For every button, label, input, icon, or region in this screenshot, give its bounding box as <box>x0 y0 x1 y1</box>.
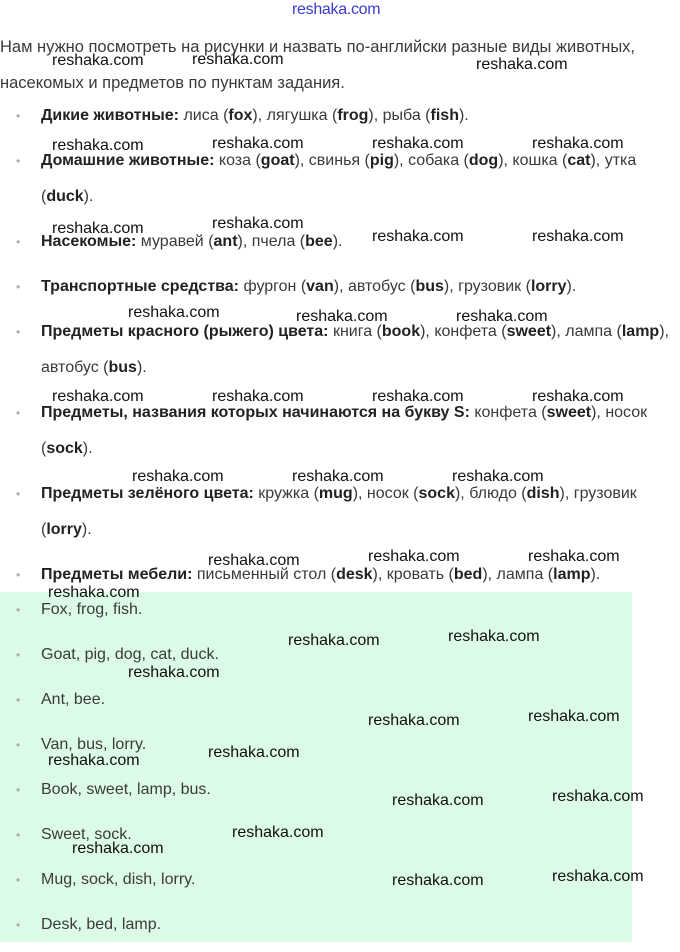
bold-term: bed <box>453 566 483 583</box>
bold-term: Предметы, названия которых начинаются на букву S: <box>41 404 470 421</box>
answer-text: Goat, pig, dog, cat, duck. <box>41 646 219 663</box>
bold-term: pig <box>369 152 394 169</box>
bullet-icon: • <box>16 873 21 887</box>
bullet-icon: • <box>16 828 21 842</box>
watermark-text: reshaka.com <box>52 388 144 405</box>
bold-term: desk <box>336 566 373 583</box>
text-segment: муравей ( <box>136 233 214 250</box>
watermark-text: reshaka.com <box>296 308 388 325</box>
bold-term: ant <box>213 233 238 250</box>
watermark-text: reshaka.com <box>476 56 568 73</box>
bold-term: Насекомые: <box>41 233 137 250</box>
bold-term: sock <box>418 485 455 502</box>
watermark-text: reshaka.com <box>392 872 484 889</box>
watermark-text: reshaka.com <box>128 304 220 321</box>
watermark-text: reshaka.com <box>532 135 624 152</box>
text-segment: ), грузовик ( <box>443 278 531 295</box>
answer-item <box>0 907 671 943</box>
bold-term: frog <box>337 107 369 124</box>
watermark-text: reshaka.com <box>372 135 464 152</box>
bold-term: goat <box>260 152 295 169</box>
bullet-icon: • <box>16 109 21 123</box>
bullet-icon: • <box>16 738 21 752</box>
text-segment: ), автобус ( <box>333 278 416 295</box>
watermark-text: reshaka.com <box>372 228 464 245</box>
watermark-text: reshaka.com <box>52 137 144 154</box>
answer-text: Desk, bed, lamp. <box>41 916 162 933</box>
watermark-text: reshaka.com <box>48 752 140 769</box>
bold-term: lamp <box>621 323 660 340</box>
watermark-text: reshaka.com <box>212 388 304 405</box>
watermark-text: reshaka.com <box>532 388 624 405</box>
text-segment: ), собака ( <box>393 152 469 169</box>
text-segment: ), рыба ( <box>368 107 431 124</box>
text-segment: коза ( <box>214 152 261 169</box>
bold-term: bee <box>305 233 333 250</box>
watermark-text: reshaka.com <box>212 135 304 152</box>
list-item <box>0 98 671 134</box>
bullet-icon: • <box>16 406 21 420</box>
bold-term: sweet <box>506 323 552 340</box>
bold-term: fish <box>430 107 459 124</box>
watermark-text: reshaka.com <box>528 548 620 565</box>
watermark-text: reshaka.com <box>532 228 624 245</box>
text-segment: ), конфета ( <box>420 323 507 340</box>
text-segment: ). <box>332 233 343 250</box>
bullet-icon: • <box>16 648 21 662</box>
text-segment: ). <box>136 359 147 376</box>
text-segment: ). <box>83 188 94 205</box>
list-item <box>0 269 671 305</box>
watermark-text: reshaka.com <box>128 664 220 681</box>
bullet-icon: • <box>16 603 21 617</box>
bold-term: fox <box>228 107 253 124</box>
text-segment: ), автобус ( <box>41 323 669 376</box>
bold-term: cat <box>567 152 591 169</box>
text-segment: ), носок ( <box>41 404 648 457</box>
bullet-icon: • <box>16 235 21 249</box>
text-segment: ), лампа ( <box>551 323 622 340</box>
answer-text: Van, bus, lorry. <box>41 736 147 753</box>
bullet-icon: • <box>16 154 21 168</box>
text-segment: кружка ( <box>253 485 319 502</box>
text-segment: ). <box>458 107 469 124</box>
answer-text: Fox, frog, fish. <box>41 601 143 618</box>
watermark-text: reshaka.com <box>208 552 300 569</box>
text-segment: ), лягушка ( <box>252 107 338 124</box>
watermark-text: reshaka.com <box>132 468 224 485</box>
intro-text: Нам нужно посмотреть на рисунки и назвать по-английски разные виды животных, насекомых и предметов по пунктам задания. <box>0 38 636 92</box>
bold-term: dish <box>526 485 560 502</box>
watermark-text: reshaka.com <box>456 308 548 325</box>
bold-term: bus <box>415 278 444 295</box>
answer-text: Mug, sock, dish, lorry. <box>41 871 196 888</box>
answer-text: Ant, bee. <box>41 691 106 708</box>
watermark-text: reshaka.com <box>208 744 300 761</box>
bullet-icon: • <box>16 693 21 707</box>
text-segment: конфета ( <box>469 404 547 421</box>
watermark-text: reshaka.com <box>52 52 144 69</box>
site-logo-watermark[interactable]: reshaka.com <box>292 1 381 18</box>
bullet-icon: • <box>16 487 21 501</box>
bold-term: dog <box>468 152 499 169</box>
watermark-text: reshaka.com <box>368 712 460 729</box>
watermark-text: reshaka.com <box>72 840 164 857</box>
answer-text: Sweet, sock. <box>41 826 132 843</box>
watermark-text: reshaka.com <box>292 468 384 485</box>
bold-term: lorry <box>46 521 82 538</box>
text-segment: книга ( <box>328 323 382 340</box>
bold-term: lamp <box>553 566 591 583</box>
bold-term: lorry <box>530 278 567 295</box>
watermark-text: reshaka.com <box>232 824 324 841</box>
watermark-text: reshaka.com <box>452 468 544 485</box>
bold-term: sock <box>46 440 83 457</box>
bold-term: Предметы мебели: <box>41 566 193 583</box>
text-segment: ), носок ( <box>352 485 419 502</box>
bold-term: bus <box>108 359 137 376</box>
text-segment: ), свинья ( <box>294 152 370 169</box>
watermark-text: reshaka.com <box>288 632 380 649</box>
text-segment: ), лампа ( <box>482 566 554 583</box>
text-segment: ). <box>566 278 577 295</box>
text-segment: лиса ( <box>179 107 229 124</box>
bold-term: sweet <box>546 404 592 421</box>
text-segment: ). <box>590 566 601 583</box>
bold-term: Домашние животные: <box>41 152 215 169</box>
watermark-text: reshaka.com <box>372 388 464 405</box>
bold-term: duck <box>46 188 84 205</box>
watermark-text: reshaka.com <box>52 220 144 237</box>
watermark-text: reshaka.com <box>212 215 304 232</box>
bold-term: Предметы красного (рыжего) цвета: <box>41 323 329 340</box>
bold-term: van <box>306 278 334 295</box>
text-segment: ), кошка ( <box>498 152 568 169</box>
watermark-text: reshaka.com <box>552 868 644 885</box>
watermark-text: reshaka.com <box>368 548 460 565</box>
watermark-text: reshaka.com <box>528 708 620 725</box>
bold-term: book <box>381 323 421 340</box>
answer-text: Book, sweet, lamp, bus. <box>41 781 211 798</box>
text-segment: письменный стол ( <box>192 566 337 583</box>
text-segment: фургон ( <box>239 278 307 295</box>
text-segment: ), блюдо ( <box>454 485 527 502</box>
bullet-icon: • <box>16 280 21 294</box>
watermark-text: reshaka.com <box>448 628 540 645</box>
text-segment: ). <box>82 440 93 457</box>
text-segment: ), кровать ( <box>372 566 454 583</box>
text-segment: ), пчела ( <box>237 233 306 250</box>
bold-term: Предметы зелёного цвета: <box>41 485 254 502</box>
watermark-text: reshaka.com <box>392 792 484 809</box>
bullet-icon: • <box>16 918 21 932</box>
watermark-text: reshaka.com <box>552 788 644 805</box>
text-segment: ), грузовик ( <box>41 485 637 538</box>
watermark-text: reshaka.com <box>48 584 140 601</box>
watermark-text: reshaka.com <box>192 51 284 68</box>
bullet-icon: • <box>16 325 21 339</box>
text-segment: ), утка ( <box>41 152 637 205</box>
bold-term: Дикие животные: <box>41 107 179 124</box>
task-list <box>0 98 680 602</box>
text-segment: ). <box>81 521 92 538</box>
bold-term: mug <box>318 485 353 502</box>
bullet-icon: • <box>16 568 21 582</box>
bullet-icon: • <box>16 783 21 797</box>
bold-term: Транспортные средства: <box>41 278 240 295</box>
